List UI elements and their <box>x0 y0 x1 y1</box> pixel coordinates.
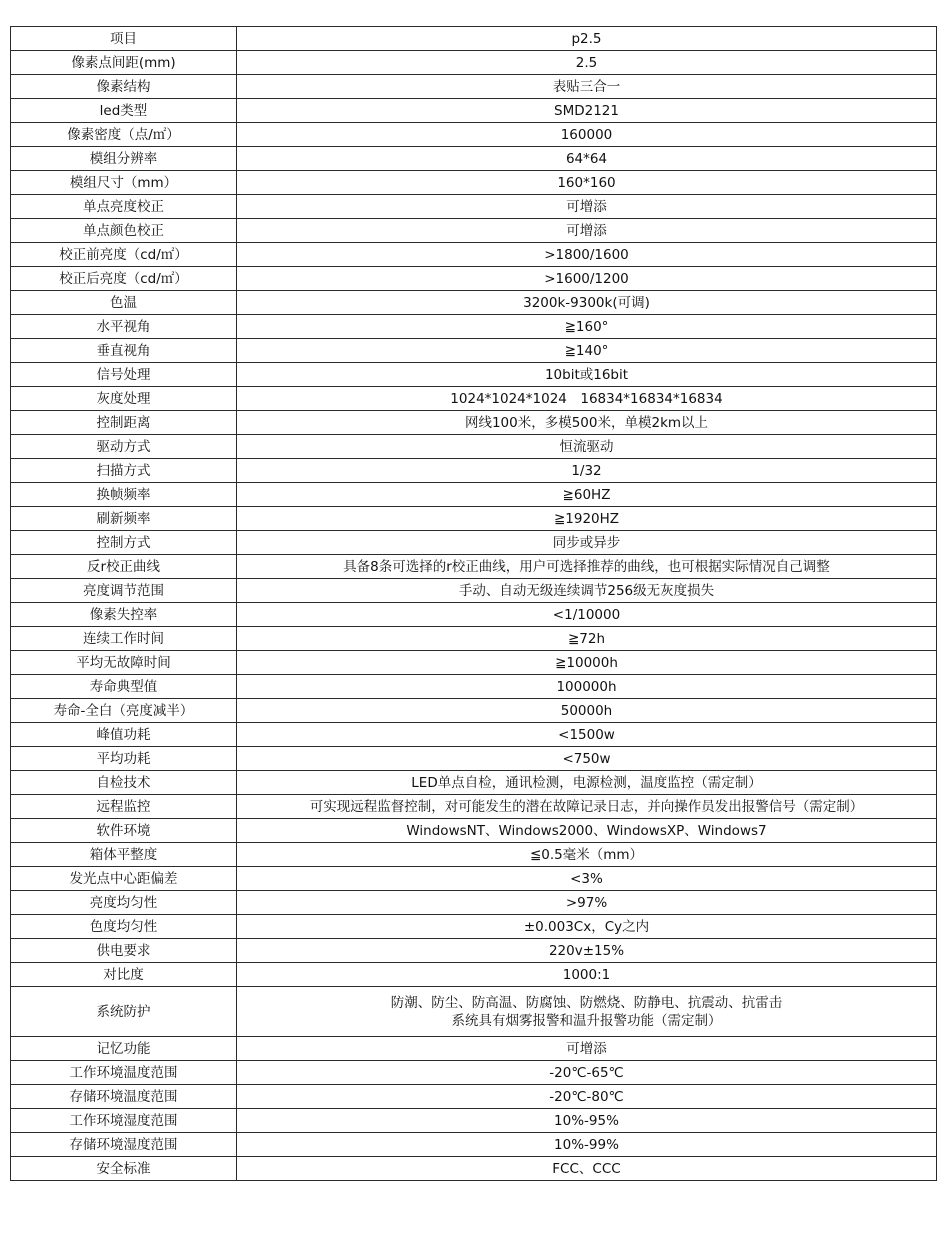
table-row <box>11 675 937 699</box>
table-row <box>11 315 937 339</box>
row-label: 反r校正曲线 <box>11 555 237 579</box>
table-row <box>11 363 937 387</box>
table-row <box>11 1037 937 1061</box>
table-row <box>11 411 937 435</box>
row-value: 100000h <box>237 675 937 699</box>
row-label: 像素结构 <box>11 75 237 99</box>
row-label: 像素失控率 <box>11 603 237 627</box>
table-row <box>11 147 937 171</box>
spec-table <box>10 26 937 1181</box>
protection-line-1: 防潮、防尘、防高温、防腐蚀、防燃烧、防静电、抗震动、抗雷击 <box>390 994 783 1011</box>
row-label: 连续工作时间 <box>11 627 237 651</box>
row-value: 220v±15% <box>237 939 937 963</box>
row-value: 10bit或16bit <box>237 363 937 387</box>
row-label: 像素点间距(mm) <box>11 51 237 75</box>
row-label: 刷新频率 <box>11 507 237 531</box>
table-row <box>11 507 937 531</box>
row-label: 对比度 <box>11 963 237 987</box>
row-value: ≧140° <box>237 339 937 363</box>
row-value: 同步或异步 <box>237 531 937 555</box>
row-value <box>237 987 937 1037</box>
row-value: 可增添 <box>237 1037 937 1061</box>
row-label: 远程监控 <box>11 795 237 819</box>
table-row <box>11 243 937 267</box>
row-value: -20℃-80℃ <box>237 1085 937 1109</box>
table-row <box>11 483 937 507</box>
row-value: ±0.003Cx，Cy之内 <box>237 915 937 939</box>
table-row <box>11 75 937 99</box>
table-row <box>11 699 937 723</box>
row-value: 恒流驱动 <box>237 435 937 459</box>
row-value: <750w <box>237 747 937 771</box>
row-value: 160000 <box>237 123 937 147</box>
row-label: 单点颜色校正 <box>11 219 237 243</box>
row-label: 扫描方式 <box>11 459 237 483</box>
table-row <box>11 387 937 411</box>
row-value: FCC、CCC <box>237 1157 937 1181</box>
row-label: 存储环境温度范围 <box>11 1085 237 1109</box>
row-label: 换帧频率 <box>11 483 237 507</box>
table-row <box>11 651 937 675</box>
row-value: 3200k-9300k(可调) <box>237 291 937 315</box>
row-label: 像素密度（点/㎡） <box>11 123 237 147</box>
row-value: <1/10000 <box>237 603 937 627</box>
table-row <box>11 219 937 243</box>
row-value: WindowsNT、Windows2000、WindowsXP、Windows7 <box>237 819 937 843</box>
table-row <box>11 1085 937 1109</box>
row-value: ≧1920HZ <box>237 507 937 531</box>
row-label: 模组尺寸（mm） <box>11 171 237 195</box>
table-row <box>11 579 937 603</box>
table-row-system-protection <box>11 987 937 1037</box>
row-value: 10%-95% <box>237 1109 937 1133</box>
table-row <box>11 339 937 363</box>
row-label: 亮度调节范围 <box>11 579 237 603</box>
table-row <box>11 27 937 51</box>
table-row <box>11 555 937 579</box>
row-value: >97% <box>237 891 937 915</box>
table-row <box>11 291 937 315</box>
table-row <box>11 723 937 747</box>
row-value: 具备8条可选择的r校正曲线，用户可选择推荐的曲线，也可根据实际情况自己调整 <box>237 555 937 579</box>
row-label: 驱动方式 <box>11 435 237 459</box>
protection-line-2: 系统具有烟雾报警和温升报警功能（需定制） <box>451 1012 722 1029</box>
row-value: 可增添 <box>237 195 937 219</box>
row-label: 校正前亮度（cd/㎡） <box>11 243 237 267</box>
row-label: 色度均匀性 <box>11 915 237 939</box>
row-label: 寿命典型值 <box>11 675 237 699</box>
table-row <box>11 435 937 459</box>
row-label: 垂直视角 <box>11 339 237 363</box>
row-label: 系统防护 <box>11 987 237 1037</box>
table-row <box>11 1109 937 1133</box>
row-label: 灰度处理 <box>11 387 237 411</box>
spec-table-body <box>11 27 937 1181</box>
row-label: 单点亮度校正 <box>11 195 237 219</box>
row-value: ≧60HZ <box>237 483 937 507</box>
table-row <box>11 747 937 771</box>
row-value: SMD2121 <box>237 99 937 123</box>
table-row <box>11 915 937 939</box>
row-label: 箱体平整度 <box>11 843 237 867</box>
row-label: 存储环境湿度范围 <box>11 1133 237 1157</box>
row-label: 控制方式 <box>11 531 237 555</box>
row-value: 网线100米，多模500米，单模2km以上 <box>237 411 937 435</box>
row-value: 10%-99% <box>237 1133 937 1157</box>
table-row <box>11 867 937 891</box>
table-row <box>11 267 937 291</box>
row-value: ≧10000h <box>237 651 937 675</box>
row-value: 1000:1 <box>237 963 937 987</box>
table-row <box>11 819 937 843</box>
table-row <box>11 1157 937 1181</box>
table-row <box>11 939 937 963</box>
row-value: <1500w <box>237 723 937 747</box>
table-row <box>11 171 937 195</box>
row-value: ≧160° <box>237 315 937 339</box>
row-label: 软件环境 <box>11 819 237 843</box>
row-label: 工作环境湿度范围 <box>11 1109 237 1133</box>
row-value: 2.5 <box>237 51 937 75</box>
row-label: 发光点中心距偏差 <box>11 867 237 891</box>
row-value: 50000h <box>237 699 937 723</box>
row-value: >1600/1200 <box>237 267 937 291</box>
row-label: 工作环境温度范围 <box>11 1061 237 1085</box>
row-value: 表贴三合一 <box>237 75 937 99</box>
row-value: -20℃-65℃ <box>237 1061 937 1085</box>
table-row <box>11 123 937 147</box>
row-label: 安全标准 <box>11 1157 237 1181</box>
row-value: 1/32 <box>237 459 937 483</box>
row-label: 供电要求 <box>11 939 237 963</box>
row-value: 160*160 <box>237 171 937 195</box>
table-row <box>11 1061 937 1085</box>
row-value: 可实现远程监督控制，对可能发生的潜在故障记录日志，并向操作员发出报警信号（需定制） <box>237 795 937 819</box>
row-label: 亮度均匀性 <box>11 891 237 915</box>
row-value: LED单点自检，通讯检测，电源检测，温度监控（需定制） <box>237 771 937 795</box>
row-label: 自检技术 <box>11 771 237 795</box>
table-row <box>11 891 937 915</box>
row-label: 信号处理 <box>11 363 237 387</box>
row-value: 可增添 <box>237 219 937 243</box>
row-label: 模组分辨率 <box>11 147 237 171</box>
row-label: 控制距离 <box>11 411 237 435</box>
table-row <box>11 963 937 987</box>
table-row <box>11 843 937 867</box>
row-label: led类型 <box>11 99 237 123</box>
row-value: 64*64 <box>237 147 937 171</box>
table-row <box>11 1133 937 1157</box>
row-label: 水平视角 <box>11 315 237 339</box>
row-value: 手动、自动无级连续调节256级无灰度损失 <box>237 579 937 603</box>
row-value: p2.5 <box>237 27 937 51</box>
table-row <box>11 603 937 627</box>
row-value: 1024*1024*1024 16834*16834*16834 <box>237 387 937 411</box>
table-row <box>11 627 937 651</box>
row-label: 寿命-全白（亮度减半） <box>11 699 237 723</box>
row-value: ≧72h <box>237 627 937 651</box>
table-row <box>11 771 937 795</box>
table-row <box>11 459 937 483</box>
row-value: >1800/1600 <box>237 243 937 267</box>
row-label: 项目 <box>11 27 237 51</box>
row-label: 峰值功耗 <box>11 723 237 747</box>
table-row <box>11 795 937 819</box>
table-row <box>11 51 937 75</box>
table-row <box>11 195 937 219</box>
row-value: ≦0.5毫米（mm） <box>237 843 937 867</box>
row-label: 平均无故障时间 <box>11 651 237 675</box>
row-label: 色温 <box>11 291 237 315</box>
row-label: 平均功耗 <box>11 747 237 771</box>
row-value: <3% <box>237 867 937 891</box>
table-row <box>11 531 937 555</box>
row-label: 校正后亮度（cd/㎡） <box>11 267 237 291</box>
table-row <box>11 99 937 123</box>
row-label: 记忆功能 <box>11 1037 237 1061</box>
